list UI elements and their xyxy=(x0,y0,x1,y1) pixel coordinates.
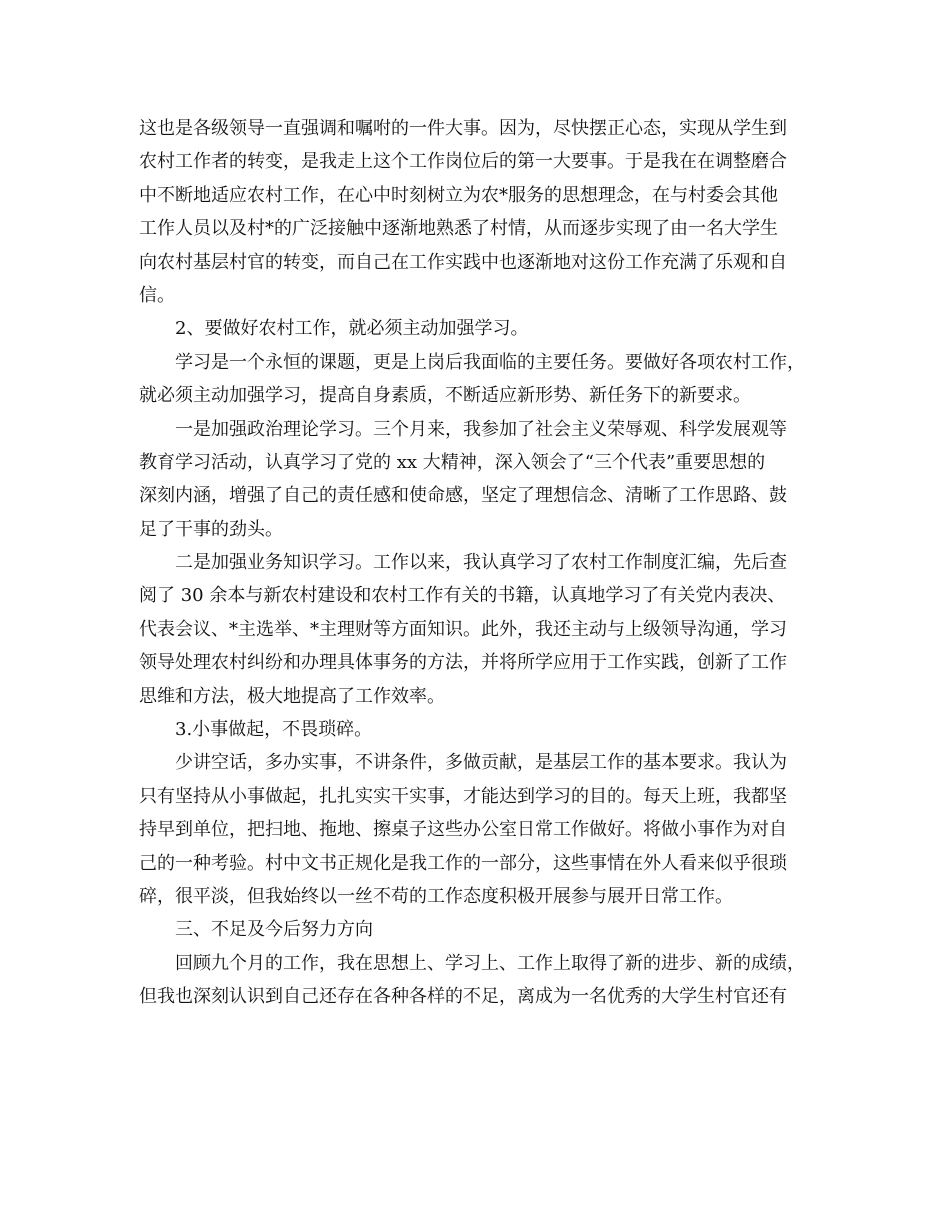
text-line: 领导处理农村纠纷和办理具体事务的方法，并将所学应用于工作实践，创新了工作 xyxy=(139,652,787,674)
text-line: 这也是各级领导一直强调和嘱咐的一件大事。因为，尽快摆正心态，实现从学生到 xyxy=(139,118,787,139)
text-line: 碎，很平淡，但我始终以一丝不苟的工作态度积极开展参与展开日常工作。 xyxy=(139,885,733,907)
text-line: 中不断地适应农村工作，在心中时刻树立为农*服务的思想理念，在与村委会其他 xyxy=(139,184,778,206)
text-line: 深刻内涵，增强了自己的责任感和使命感，坚定了理想信念、清晰了工作思路、鼓 xyxy=(139,485,787,507)
text-line: 向农村基层村官的转变，而自己在工作实践中也逐渐地对这份工作充满了乐观和自 xyxy=(139,251,787,273)
paragraph-start: 二是加强业务知识学习。工作以来，我认真学习了农村工作制度汇编，先后查 xyxy=(175,552,787,574)
paragraph-start: 少讲空话，多办实事，不讲条件，多做贡献，是基层工作的基本要求。我认为 xyxy=(175,752,787,774)
text-line: 思维和方法，极大地提高了工作效率。 xyxy=(139,685,445,707)
text-line: 持早到单位，把扫地、拖地、擦桌子这些办公室日常工作做好。将做小事作为对自 xyxy=(139,819,787,841)
text-line: 农村工作者的转变，是我走上这个工作岗位后的第一大要事。于是我在在调整磨合 xyxy=(139,151,787,173)
text-line: 工作人员以及村*的广泛接触中逐渐地熟悉了村情，从而逐步实现了由一名大学生 xyxy=(139,218,778,240)
text-line: 足了干事的劲头。 xyxy=(139,518,283,540)
text-line: 只有坚持从小事做起，扎扎实实干实事，才能达到学习的目的。每天上班，我都坚 xyxy=(139,785,787,807)
text-line: 教育学习活动，认真学习了党的 xx 大精神，深入领会了“三个代表”重要思想的 xyxy=(139,451,766,473)
text-line: 阅了 30 余本与新农村建设和农村工作有关的书籍，认真地学习了有关党内表决、 xyxy=(139,585,786,607)
section-heading: 2、要做好农村工作，就必须主动加强学习。 xyxy=(175,318,529,340)
text-line: 但我也深刻认识到自己还存在各种各样的不足，离成为一名优秀的大学生村官还有 xyxy=(139,986,787,1008)
text-line: 代表会议、*主选举、*主理财等方面知识。此外，我还主动与上级领导沟通，学习 xyxy=(139,618,787,640)
text-line: 就必须主动加强学习，提高自身素质，不断适应新形势、新任务下的新要求。 xyxy=(139,385,751,407)
text-line: 信。 xyxy=(139,284,175,306)
text-line: 己的一种考验。村中文书正规化是我工作的一部分，这些事情在外人看来似乎很琐 xyxy=(139,852,787,874)
paragraph-start: 一是加强政治理论学习。三个月来，我参加了社会主义荣辱观、科学发展观等 xyxy=(175,418,787,440)
paragraph-start: 回顾九个月的工作，我在思想上、学习上、工作上取得了新的进步、新的成绩， xyxy=(175,952,805,974)
section-heading: 3.小事做起，不畏琐碎。 xyxy=(175,719,373,741)
document-body xyxy=(139,112,819,1014)
section-heading: 三、不足及今后努力方向 xyxy=(175,919,373,941)
paragraph-start: 学习是一个永恒的课题，更是上岗后我面临的主要任务。要做好各项农村工作， xyxy=(175,351,805,373)
